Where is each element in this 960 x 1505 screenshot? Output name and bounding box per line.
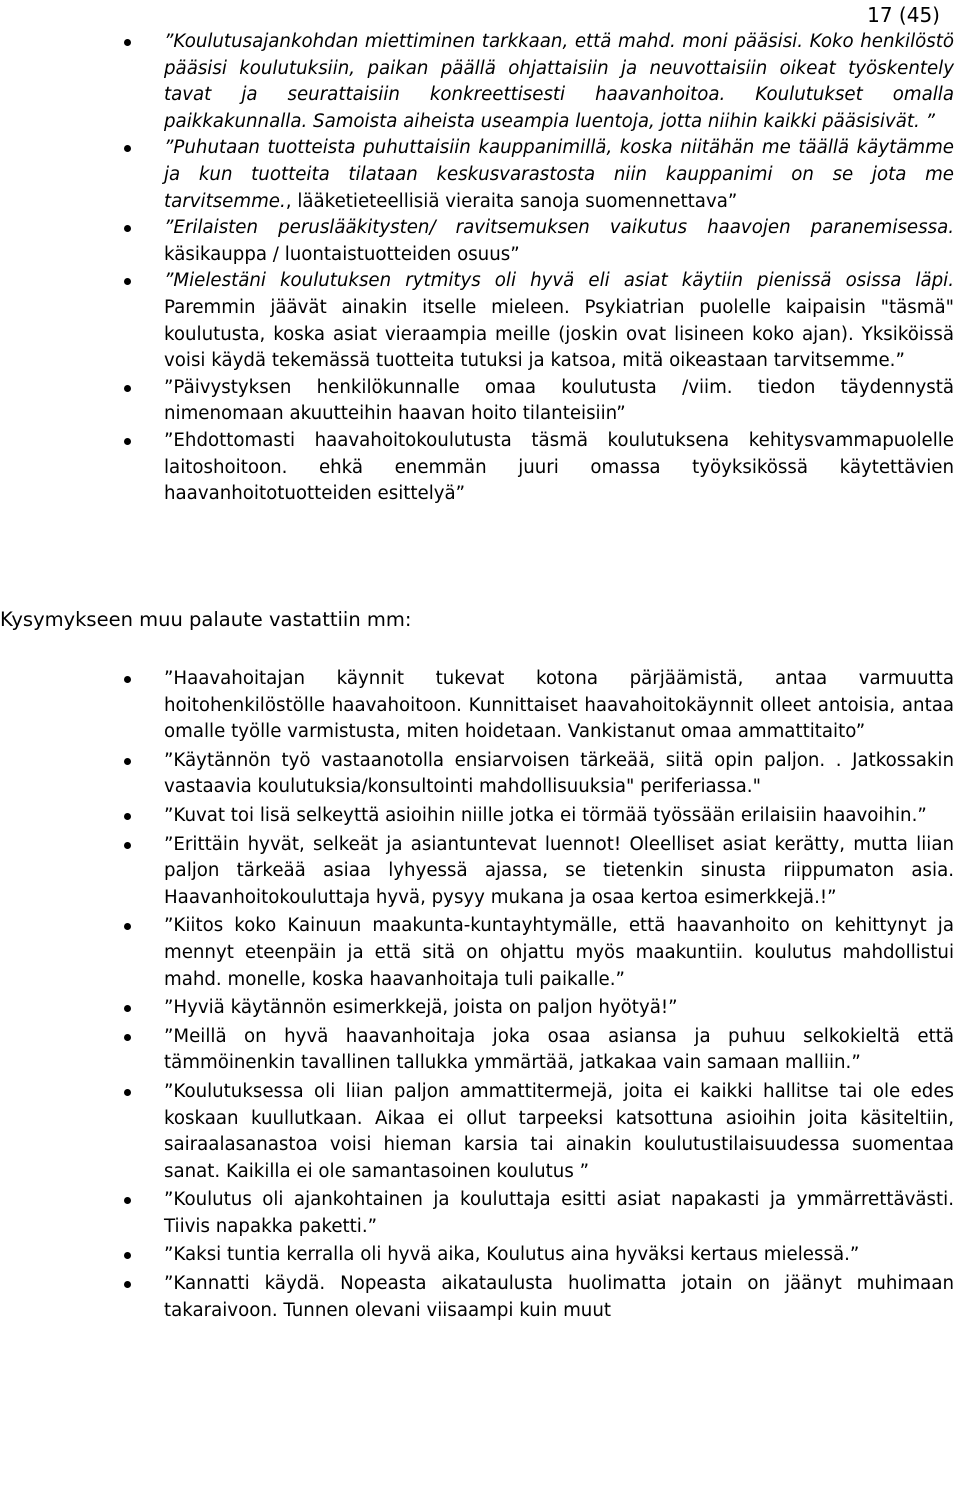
feedback-list-training [0,29,960,508]
quote-text: ”Koulutusajankohdan miettiminen tarkkaan, että mahd. moni pääsisi. Koko henkilöstö pääsisi koulutuksiin, paikan päällä ohjattaisiin ja neuvottaisiin oikeat työskentely tavat ja seurattaisiin konkreettisesti haavanhoitoa. Koulutukset omalla paikkakunnalla. Samoista aiheista useampia luentoja, jotta niihin kaikki pääsisivät. ” [164,31,954,132]
list-item [0,1242,960,1269]
list-item [0,375,960,428]
quote-text: ”Puhutaan tuotteista puhuttaisiin kauppanimillä, koska niitähän me täällä käytämme ja kun tuotteita tilataan keskusvarastosta niin kauppanimi on se jota me tarvitsemme. [164,137,954,212]
bullet-icon [124,385,131,392]
list-item [0,666,960,746]
bullet-icon [124,676,131,683]
quote-text: ”Ehdottomasti haavahoitokoulutusta täsmä koulutuksena kehitysvammapuolelle laitoshoitoon. ehkä enemmän juuri omassa työyksikössä käytettävien haavanhoitotuotteiden esittelyä” [164,429,954,505]
quote-text: ”Mielestäni koulutuksen rytmitys oli hyvä eli asiat käytiin pienissä osissa läpi. [164,270,954,292]
quote-text: ”Erilaisten peruslääkitysten/ ravitsemuksen vaikutus haavojen paranemisessa. [164,217,954,239]
bullet-icon [124,842,131,849]
bullet-icon [124,145,131,152]
list-item [0,1024,960,1077]
bullet-icon [124,758,131,765]
quote-text: käsikauppa / luontaistuotteiden osuus” [164,243,520,265]
quote-text: ”Kuvat toi lisä selkeyttä asioihin niille jotka ei törmää työssään erilaisiin haavoihin.” [164,804,927,826]
quote-text: ”Kaksi tuntia kerralla oli hyvä aika, Koulutus aina hyväksi kertaus mielessä.” [164,1244,860,1266]
list-item [0,135,960,215]
list-item [0,428,960,508]
quote-text: ”Koulutus oli ajankohtainen ja kouluttaja esitti asiat napakasti ja ymmärrettävästi. Tiivis napakka paketti.” [164,1189,954,1237]
bullet-icon [124,1197,131,1204]
list-item [0,1271,960,1324]
list-item [0,995,960,1022]
bullet-icon [124,225,131,232]
quote-text: ”Kannatti käydä. Nopeasta aikataulusta huolimatta jotain on jäänyt muhimaan takaraivoon. Tunnen olevani viisaampi kuin muut [164,1273,954,1321]
bullet-icon [124,1005,131,1012]
quote-text: ”Koulutuksessa oli liian paljon ammattitermejä, joita ei kaikki hallitse tai ole edes koskaan kuullutkaan. Aikaa ei ollut tarpeeksi katsottuna asioihin joita käsiteltiin, sairaalasanastoa voisi hieman karsia tai ainakin koulutustilaisuudessa suomentaa sanat. Kaikilla ei ole samantasoinen koulutus ” [164,1080,954,1182]
quote-text: ”Käytännön työ vastaanotolla ensiarvoisen tärkeää, siitä opin paljon. . Jatkossakin vastaavia koulutuksia/konsultointi mahdollisuuksia" periferiassa." [164,749,954,798]
quote-text: ”Kiitos koko Kainuun maakunta-kuntayhtymälle, että haavanhoito on kehittynyt ja mennyt eteenpäin ja että sitä on ohjattu myös maakuntiin. koulutus mahdollistui mahd. monelle, koska haavanhoitaja tuli paikalle.” [164,915,954,990]
section-heading: Kysymykseen muu palaute vastattiin mm: [0,608,412,631]
list-item [0,803,960,830]
quote-text: , lääketieteellisiä vieraita sanoja suomennettava” [285,190,738,212]
list-item [0,268,960,374]
quote-text: ”Erittäin hyvät, selkeät ja asiantuntevat luennot! Oleelliset asiat kerätty, mutta liian paljon tärkeää asiaa lyhyessä ajassa, se tietenkin sinusta riippumaton asia. Haavanhoitokouluttaja hyvä, pysyy mukana ja osaa kertoa esimerkkejä.!” [164,833,954,908]
list-item [0,1187,960,1240]
bullet-icon [124,278,131,285]
list-item [0,1079,960,1185]
bullet-icon [124,813,131,820]
bullet-icon [124,1089,131,1096]
quote-text: Paremmin jäävät ainakin itselle mieleen. Psykiatrian puolelle kaipaisin "täsmä" koulutusta, koska asiat vieraampia meille (joskin ovat lisineen koko ajan). Yksiköissä voisi käydä tekemässä tuotteita tutuksi ja katsoa, mitä oikeastaan tarvitsemme.” [164,296,954,372]
bullet-icon [124,923,131,930]
feedback-list-other [0,666,960,1326]
list-item [0,215,960,268]
quote-text: ”Meillä on hyvä haavanhoitaja joka osaa asiansa ja puhuu selkokieltä että tämmöinenkin tavallinen tallukka ymmärtää, jatkakaa vain samaan malliin.” [164,1025,954,1074]
quote-text: ”Päivystyksen henkilökunnalle omaa koulutusta /viim. tiedon täydennystä nimenomaan akuutteihin haavan hoito tilanteisiin” [164,376,954,425]
list-item [0,913,960,993]
list-item [0,748,960,801]
bullet-icon [124,39,131,46]
bullet-icon [124,1034,131,1041]
list-item [0,29,960,135]
list-item [0,832,960,912]
quote-text: ”Haavahoitajan käynnit tukevat kotona pärjäämistä, antaa varmuutta hoitohenkilöstölle haavahoitoon. Kunnittaiset haavahoitokäynnit olleet antoisia, antaa omalle työlle varmistusta, miten hoidetaan. Vankistanut omaa ammattitaito” [164,668,954,743]
quote-text: ”Hyviä käytännön esimerkkejä, joista on paljon hyötyä!” [164,997,678,1019]
bullet-icon [124,1252,131,1259]
page-number: 17 (45) [867,3,940,27]
bullet-icon [124,438,131,445]
bullet-icon [124,1281,131,1288]
